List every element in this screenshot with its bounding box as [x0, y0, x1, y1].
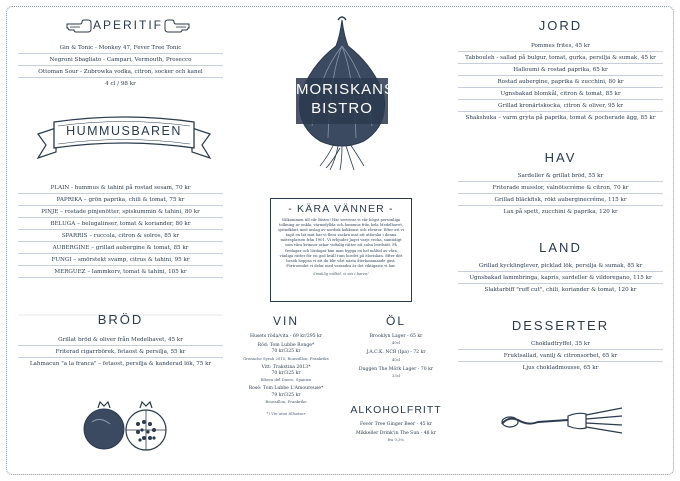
- list-item: Halloumi & rostad paprika, 65 kr: [458, 64, 663, 76]
- aperitif-title: APERITIF: [92, 18, 163, 32]
- aperitif-list: [18, 42, 223, 90]
- aperitif-header: [18, 16, 223, 36]
- list-item: Fruktsallad, vanilj & citronsorbet, 65 kr: [458, 350, 663, 362]
- list-item: Sardeller & grillat bröd, 55 kr: [458, 170, 663, 182]
- dessert-list: [458, 338, 663, 374]
- list-item-detail: 40cl: [391, 340, 401, 346]
- pointing-hand-right-icon: [66, 19, 92, 33]
- alkoholfritt-list: [346, 422, 446, 444]
- list-item: SPARRIS – ruccola, citron & solros, 85 kr: [18, 230, 223, 242]
- list-item-detail: 40cl: [391, 356, 401, 362]
- list-item: Vitt: Trakstina 2013*: [261, 364, 311, 370]
- welcome-sign: Smaklig måltid, vi ses i baren!: [313, 271, 369, 276]
- list-item: PLAIN - hummus & tahini på rostad sesam, 70 kr: [18, 182, 223, 194]
- list-item-detail: Ribera del Duero, Spanien: [260, 377, 312, 383]
- logo-line-2: BISTRO: [311, 100, 373, 117]
- list-item: Ugnsbakad lammbringa, kapris, sardeller & vildoregano, 115 kr: [458, 272, 663, 284]
- list-item: Rosé: Tom Lubbe L'Amoureuse*: [248, 386, 324, 392]
- ol-title: ÖL: [385, 314, 406, 328]
- list-item: Gin & Tonic - Monkey 47, Fever Tree Tonic: [18, 42, 223, 54]
- list-item: MERGUEZ – lammkorv, tomat & tahini, 105 kr: [18, 266, 223, 278]
- vin-title: VIN: [272, 314, 299, 328]
- hummus-ribbon-icon: [34, 114, 214, 166]
- list-item: Tabbouleh - sallad på bulgur, tomat, gurka, persilja & sumak, 45 kr: [458, 52, 663, 64]
- hav-title: HAV: [544, 150, 577, 165]
- list-item: Fever Tree Ginger Beer - 45 kr: [360, 422, 432, 427]
- fork-illustration-icon: [498, 398, 626, 444]
- jord-title: JORD: [538, 18, 583, 33]
- ol-list: [346, 334, 446, 379]
- list-item: PINJE – rostade pinjenötter, spiskummin & tahini, 80 kr: [18, 206, 223, 218]
- logo-wordmark: [296, 80, 396, 118]
- welcome-title: - KÄRA VÄNNER -: [288, 203, 394, 215]
- list-item: Ottoman Sour - Zubrowka vodka, citron, socker och kanel: [18, 66, 223, 78]
- list-item: Rostad aubergine, paprika & zucchini, 80 kr: [458, 76, 663, 88]
- list-item: 79 kr/325 kr: [271, 392, 301, 398]
- alkoholfritt-title: ALKOHOLFRITT: [350, 404, 442, 416]
- list-item: 70 kr/325 kr: [271, 349, 301, 355]
- list-item: BELUGA – belugalinser, tomat & koriander, 80 kr: [18, 218, 223, 230]
- vin-note: *) Vin utan tillsatser: [266, 411, 306, 417]
- list-item: Negroni Sbagliato - Campari, Vermouth, Prosecco: [18, 54, 223, 66]
- brod-list: [18, 334, 223, 370]
- list-item: Chokladtryffel, 35 kr: [458, 338, 663, 350]
- welcome-body: Välkommen till vår Bistro! Här serverar vi vår högst personliga tolkning av enkla, värmefyllda och hummus från hela Medelhavet, sjätndklart med inslag av nordisk kokkonst och råvaror. Efter att vi tagit en bit mat har vi flera vackra mat att utforska i denna mötesplatsen från 1901. Vi erbjuder Jaget varje vecka, samtidigt som våra kvinnor orkar vidtalig rätter att salsa bordsätt. På fredagar och lördagar kan man bygga en hel måltid av våra vänliga rätter för en god kväll runt bordet på Moriskan. Efter ditt besök hoppas vi att du blir vårt nästa återkommande gäst. Förtroendet vi delar med varandra är det viktigaste vi har.: [278, 218, 404, 268]
- list-item: AUBERGINE – grillad aubergine & tomat, 85 kr: [18, 242, 223, 254]
- list-item: J.A.C.K. NCB (Ipa) - 72 kr: [366, 350, 426, 356]
- list-item: Lahmacun "a la franca" – fetaost, persilja & kanderad lök, 75 kr: [29, 361, 212, 367]
- list-item-detail: 33cl: [391, 373, 401, 379]
- list-item: Ljus chokladmousse, 65 kr: [522, 365, 599, 371]
- pomegranate-illustration-icon: [80, 394, 170, 456]
- list-item-detail: Grenache Syrah 2015, Roussillon, Frankrike: [243, 355, 329, 361]
- vin-list: [236, 334, 336, 417]
- pointing-hand-left-icon: [164, 19, 190, 33]
- list-item: Brooklyn Lager - 65 kr: [369, 334, 423, 339]
- list-item: Husets röda/vita - 69 kr/295 kr: [249, 334, 323, 339]
- list-item: Ugnsbakad blomkål, citron & tomat, 85 kr: [458, 88, 663, 100]
- list-item-detail: fra 0,3%: [387, 437, 405, 443]
- list-item: Friterade musslor, valnötscréme & citron, 70 kr: [458, 182, 663, 194]
- land-list: [458, 260, 663, 296]
- list-item: Lax på spett, zucchini & paprika, 120 kr: [503, 209, 618, 215]
- list-item: Duggen The Mörk Lager - 70 kr: [358, 366, 434, 372]
- list-item: PAPRIKA – grön paprika, chili & tomat, 75 kr: [18, 194, 223, 206]
- welcome-box: [270, 198, 412, 302]
- list-item: FUNGI – smörstekt svamp, citrus & tahini, 95 kr: [18, 254, 223, 266]
- list-item: Grillat bröd & oliver från Medelhavet, 45 kr: [18, 334, 223, 346]
- list-item: Pommes frites, 45 kr: [458, 40, 663, 52]
- land-title: LAND: [539, 240, 582, 255]
- list-item: Grillad bläckfisk, rökt auberginecréme, 115 kr: [458, 194, 663, 206]
- list-item: 70 kr/325 kr: [271, 371, 301, 377]
- jord-list: [458, 40, 663, 124]
- list-item: Shakshuka – varm gryta på paprika, tomat & pocherade ägg, 85 kr: [465, 115, 656, 121]
- dessert-title: DESSERTER: [511, 318, 610, 333]
- list-item: Grillad kronärtskocka, citron & oliver, 95 kr: [458, 100, 663, 112]
- list-item: Grillad kycklinglever, picklad lök, persilja & sumak, 85 kr: [458, 260, 663, 272]
- logo-line-1: MORISKANS: [296, 81, 396, 98]
- list-item: Röd: Tom Lubbe Ronge*: [257, 343, 315, 349]
- list-item-detail: Roussillon, Frankrike: [265, 398, 307, 404]
- brod-title: BRÖD: [97, 312, 144, 327]
- list-item: Mikkeller Drink'in The Sun - 48 kr: [355, 431, 437, 437]
- hummus-list: [18, 182, 223, 278]
- list-item: Friterad cigarrbörek, fetaost & persilja, 55 kr: [18, 346, 223, 358]
- price-note: 4 cl / 98 kr: [105, 81, 136, 87]
- list-item: Slaktarbiff "ruff cut", chili, koriander & tomat, 120 kr: [484, 287, 637, 293]
- hav-list: [458, 170, 663, 218]
- hummus-title: HUMMUSBAREN: [66, 124, 182, 138]
